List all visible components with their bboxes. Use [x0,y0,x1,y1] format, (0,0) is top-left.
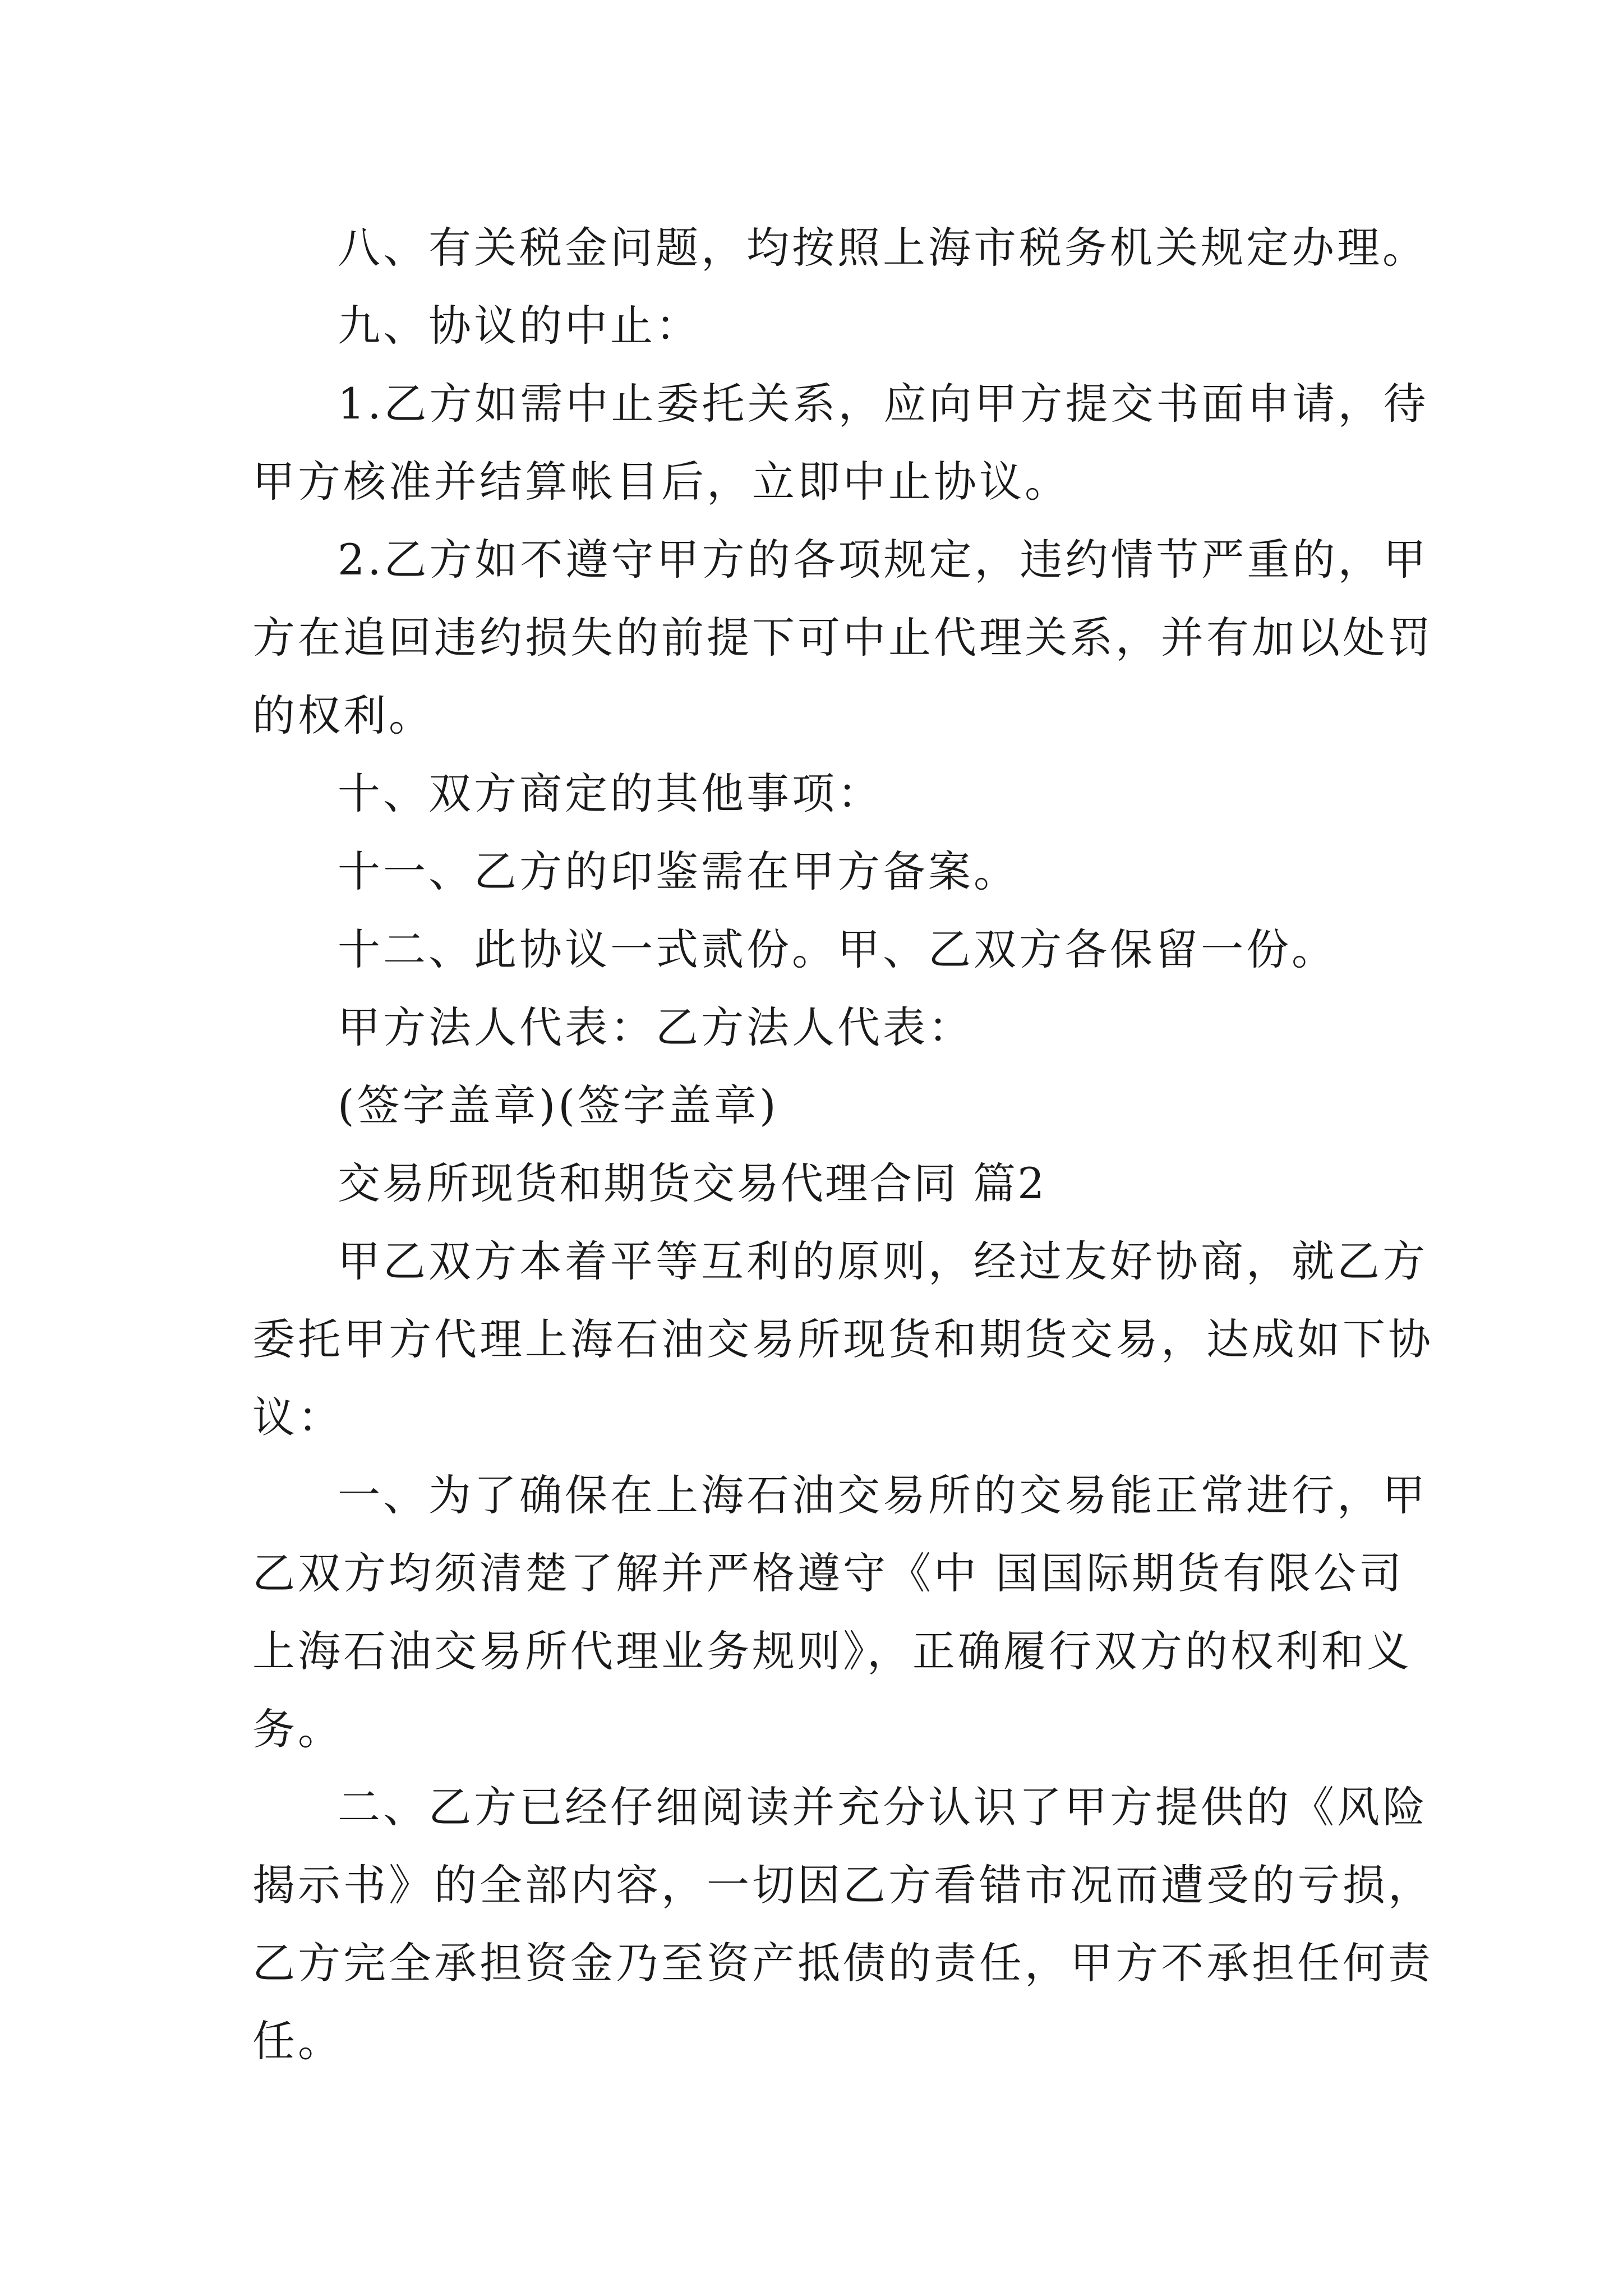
text-line: 2.乙方如不遵守甲方的各项规定，违约情节严重的，甲 [338,535,1429,585]
section-heading: 十、双方商定的其他事项： [338,769,883,818]
text-line: 八、有关税金问题，均按照上海市税务机关规定办理。 [338,223,1428,273]
section-heading: 九、协议的中止： [338,301,701,351]
text-line: 一、为了确保在上海石油交易所的交易能正常进行，甲 [338,1470,1428,1520]
text-line: 上海石油交易所代理业务规则》，正确履行双方的权利和义 [252,1626,1412,1676]
text-line: 任。 [252,2016,343,2066]
text-line: 务。 [252,1704,343,1754]
text-line: 委托甲方代理上海石油交易所现货和期货交易，达成如下协 [252,1314,1433,1364]
text-line: 十二、此协议一式贰份。甲、乙双方各保留一份。 [338,924,1337,974]
signature-line: (签字盖章)(签字盖章) [338,1080,779,1130]
text-line: 议： [252,1392,343,1442]
text-line: 乙双方均须清楚了解并严格遵守《中 国国际期货有限公司 [252,1548,1405,1598]
text-line: 1.乙方如需中止委托关系，应向甲方提交书面申请，待 [338,379,1429,429]
signature-line: 甲方法人代表：乙方法人代表： [338,1002,974,1052]
text-line: 二、乙方已经仔细阅读并充分认识了甲方提供的《风险 [338,1782,1428,1832]
text-line: 的权利。 [252,691,434,740]
document-body [252,209,1433,2080]
text-line: 乙方完全承担资金乃至资产抵债的责任，甲方不承担任何责 [252,1938,1433,1988]
text-line: 方在追回违约损失的前提下可中止代理关系，并有加以处罚 [252,613,1433,662]
text-line: 十一、乙方的印鉴需在甲方备案。 [338,846,1019,896]
text-line: 揭示书》的全部内容，一切因乙方看错市况而遭受的亏损， [252,1860,1433,1910]
text-line: 甲乙双方本着平等互利的原则，经过友好协商，就乙方 [338,1236,1428,1286]
contract-title: 交易所现货和期货交易代理合同 篇2 [338,1158,1046,1208]
text-line: 甲方核准并结算帐目后，立即中止协议。 [252,457,1070,507]
